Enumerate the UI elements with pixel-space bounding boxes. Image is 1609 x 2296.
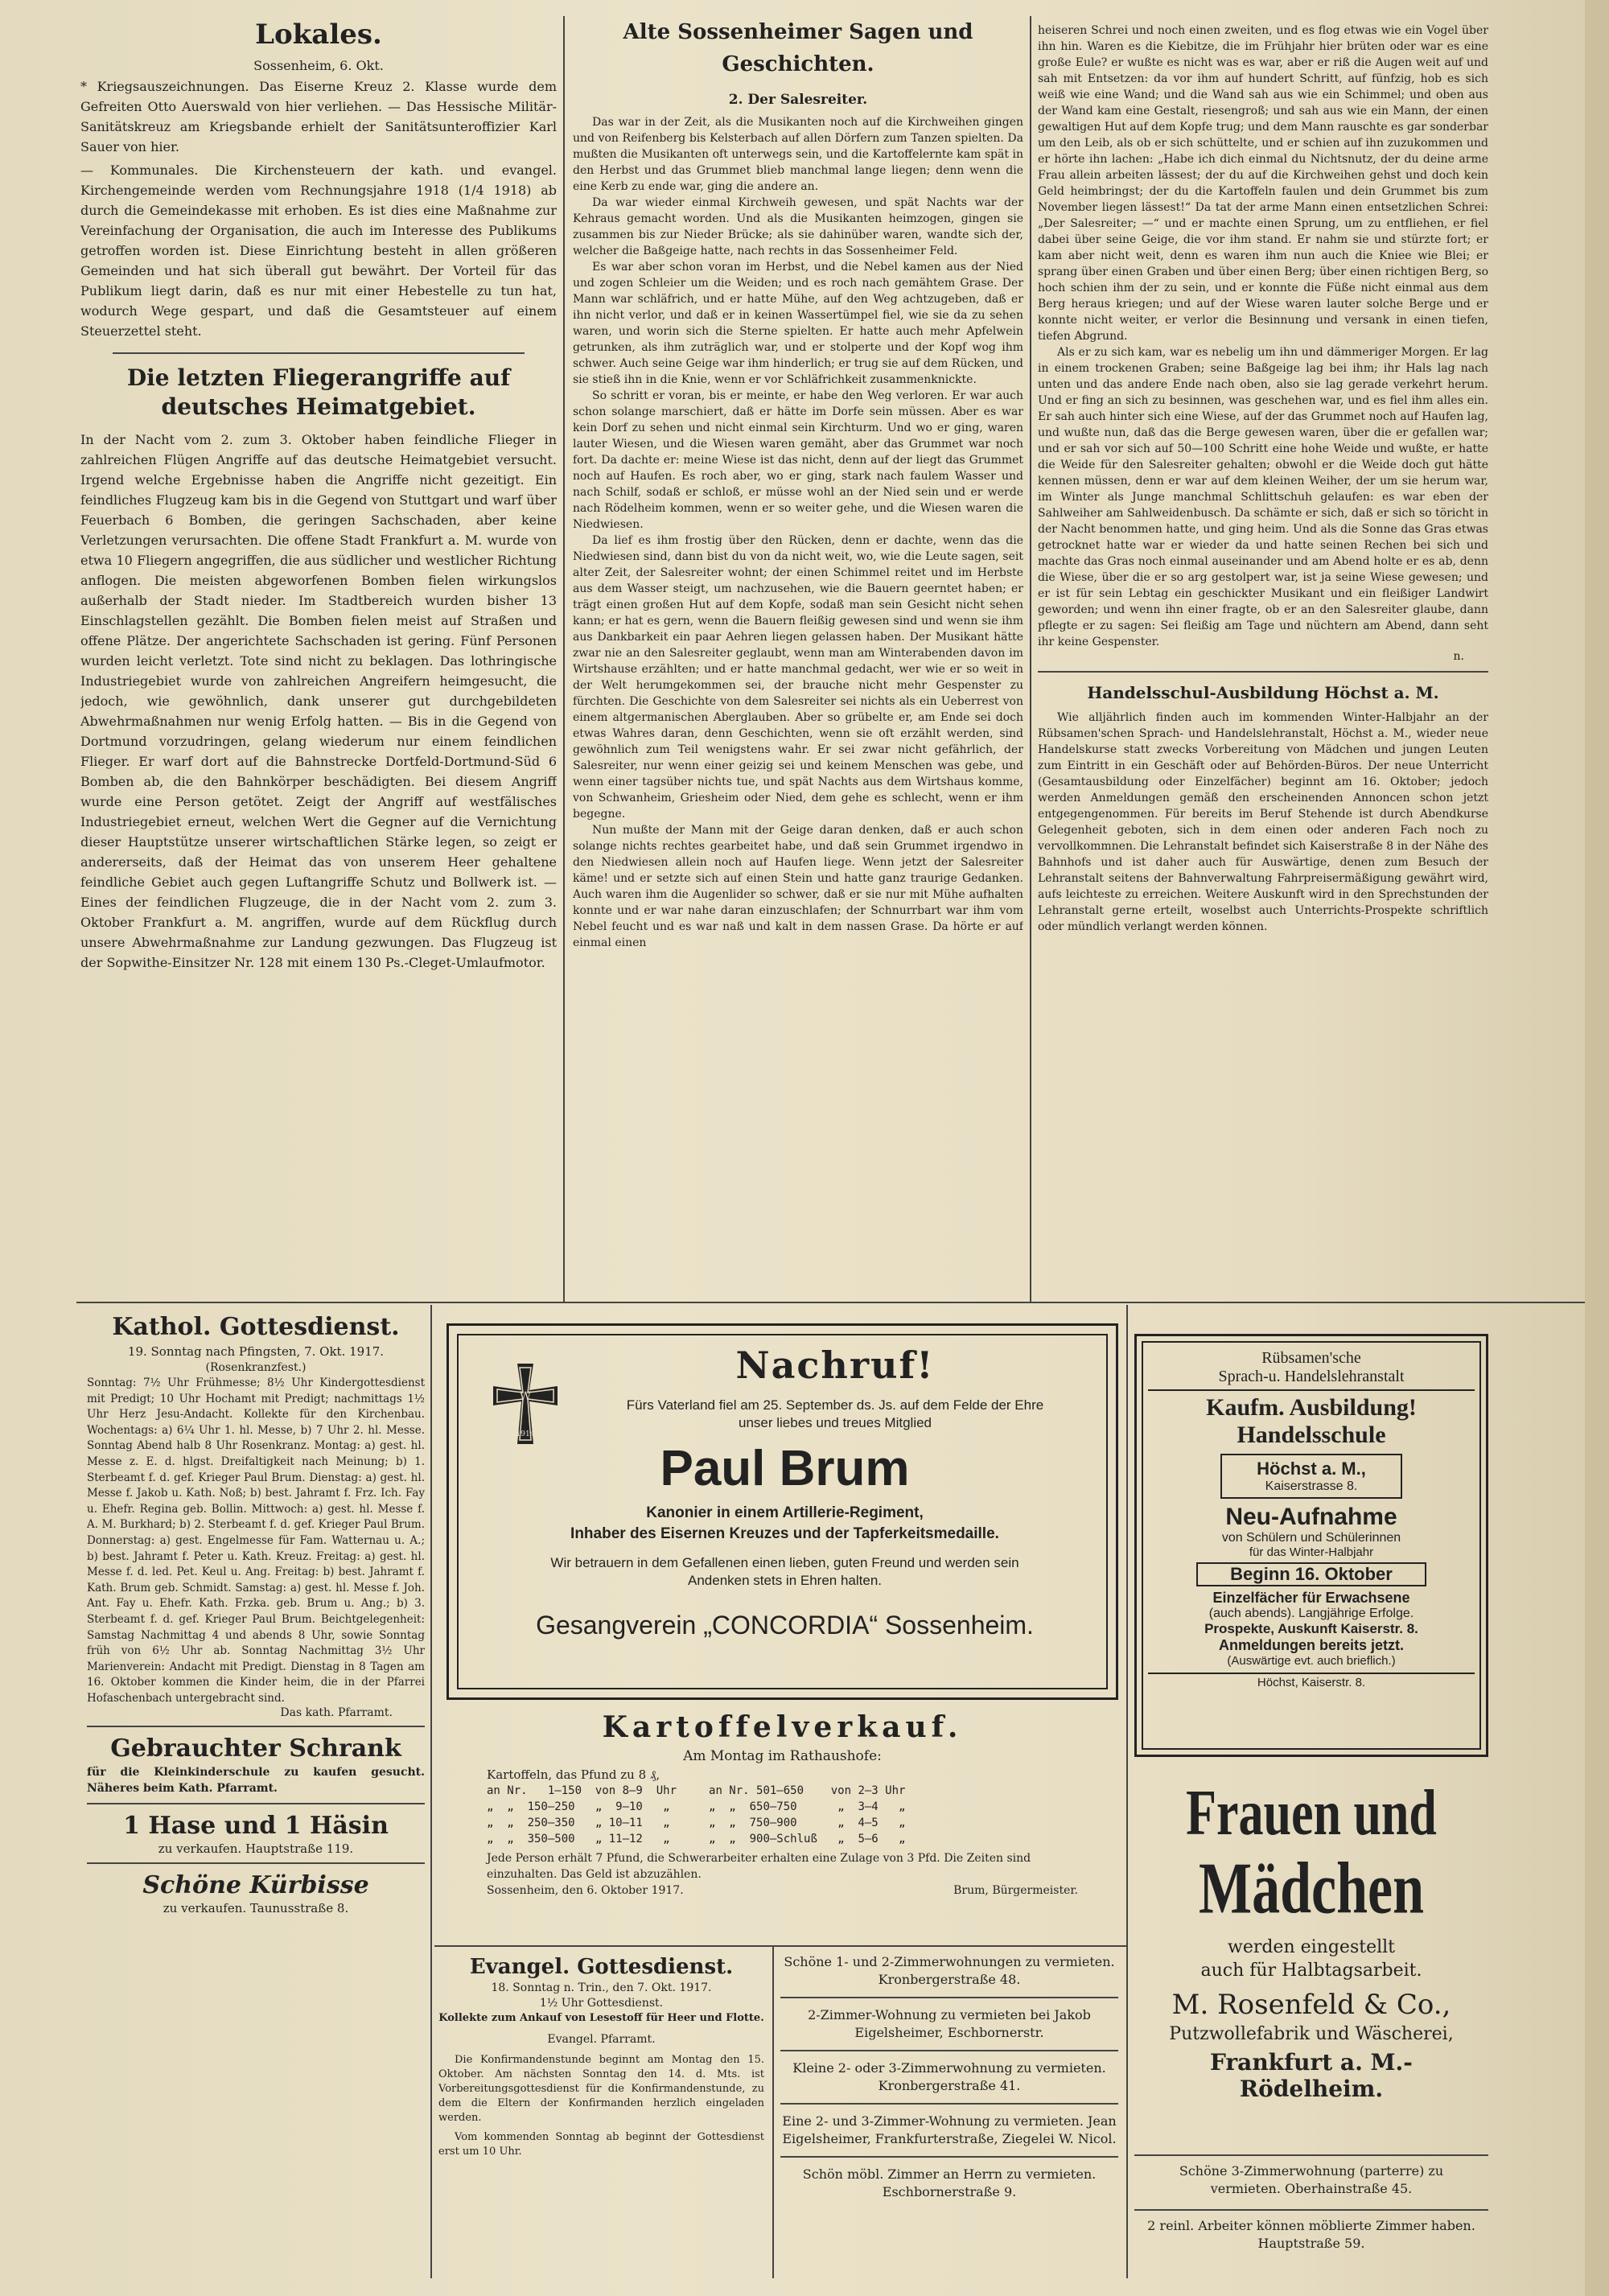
hase-title: 1 Hase und 1 Häsin <box>123 1812 389 1841</box>
nachruf-mourning: Wir betrauern in dem Gefallenen einen lieben, guten Freund und werden sein Andenken stets in Ehren halten. <box>550 1555 1019 1588</box>
cross-letter: W <box>519 1390 532 1403</box>
evangel-line: 1½ Uhr Gottesdienst. <box>539 1997 664 2010</box>
ruebsamen-l4: Handelsschule <box>1237 1422 1386 1448</box>
nachruf-footer: Gesangverein „CONCORDIA“ Sossenheim. <box>536 1611 1034 1640</box>
column-right <box>1038 23 1488 1297</box>
nachruf-title: Nachruf! <box>735 1343 935 1387</box>
divider <box>87 1862 425 1864</box>
wohnung-ad: Kleine 2- oder 3-Zimmerwohnung zu vermieten. Kronbergerstraße 41. <box>792 2060 1106 2093</box>
lokales-title: Lokales. <box>255 19 382 51</box>
wohnung-ad: Schöne 1- und 2-Zimmerwohnungen zu vermieten. Kronbergerstraße 48. <box>784 1954 1115 1987</box>
kuerbisse-title: Schöne Kürbisse <box>142 1871 369 1900</box>
kartoffel-row: „ „ 900—Schluß „ 5—6 „ <box>709 1833 906 1845</box>
wohnung-ad: Eine 2- und 3-Zimmer-Wohnung zu vermieten. Jean Eigelsheimer, Frankfurterstraße, Ziegelei W. Nicol. <box>782 2113 1117 2146</box>
section-rule <box>1134 2209 1488 2211</box>
ruebsamen-l14: Anmeldungen bereits jetzt. <box>1218 1637 1405 1653</box>
kartoffel-title: Kartoffelverkauf. <box>602 1710 963 1744</box>
sagen-paragraph: Es war aber schon voran im Herbst, und die Nebel kamen aus der Nied und zogen Schleier um die Weiden; und es roch nach gemähtem Grase. Der Mann war schläfrich, und er hatte Mühe, auf den Weg achtzugeben, daß er ihn nicht verlor, und daß er in keinen Wassertümpel fiel, wie sie da zu sehen waren, und worin sich die Sterne spielten. Er hatte auch mehr Apfelwein getrunken, als ihm zuträglich war, und er stolperte und der Kopf wog ihm schwer. Auch seine Geige war ihm hinderlich; er trug sie auf dem Rücken, und sie stieß ihn in die Knie, wenn er vor Schläfrichkeit zusammenknickte. <box>573 261 1023 386</box>
frauen-l3: werden eingestellt <box>1227 1937 1396 1957</box>
frauen-ad <box>1134 1770 1488 2148</box>
nachruf-box <box>446 1323 1118 1700</box>
ruebsamen-address-box <box>1220 1454 1402 1499</box>
kathol-text: Sonntag: 7½ Uhr Frühmesse; 8½ Uhr Kindergottesdienst mit Predigt; 10 Uhr Hochamt mit Predigt; nachmittags 1½ Uhr Herz Jesu-Andacht. Kollekte für den Kirchenbau. Wochentags: a) 6¼ Uhr 1. hl. Messe, b) 7 Uhr 2. hl. Messe. Sonntag Abend halb 8 Uhr Rosenkranz. Montag: a) gest. hl. Messe z. E. d. hlgst. Dreifaltigkeit nach Meinung; b) 1. Sterbeamt f. d. gef. Krieger Paul Brum. Dienstag: a) gest. hl. Messe f. Jakob u. Kath. Noß; b) best. Jahramt f. Frz. Ich. Fay u. Ehefr. Regina geb. Bollin. Mittwoch: a) gest. hl. Messe f. A. M. Burkhard; b) 2. Sterbeamt f. d. gef. Krieger Paul Brum. Donnerstag: a) gest. Engelmesse für Fam. Watternau u. A.; b) best. Jahramt f. Peter u. Kath. Kreuz. Freitag: a) gest. hl. Messe f. d. led. Pet. Keul u. Ang. Freitag: b) best. Jahramt f. Kath. Brum geb. Schmidt. Samstag: a) gest. hl. Messe f. Joh. Ant. Fay u. Ehefr. Kath. Frzka. geb. Brum u. Ang.; b) 3. Sterbeamt f. d. gef. Krieger Paul Brum. Beichtgelegenheit: Samstag Nachmittag 4 und abends 8 Uhr, sowie Sonntag früh von 6½ Uhr ab. Sonntag Nachmittag 3½ Uhr Marienverein: Andacht mit Predigt. Dienstag in 8 Tagen am 16. Oktober kommen die Kinder heim, die in der Pfarrei Hofaschenbach untergebracht sind. <box>87 1376 425 1705</box>
schrank-text: für die Kleinkinderschule zu kaufen gesucht. Näheres beim Kath. Pfarramt. <box>87 1766 425 1796</box>
divider <box>87 1803 425 1804</box>
kartoffel-row: an Nr. 501—650 von 2—3 Uhr <box>709 1784 906 1797</box>
section-rule <box>434 1945 1126 1947</box>
page-edge <box>1585 0 1609 2296</box>
frauen-l4: auch für Halbtagsarbeit. <box>1200 1961 1422 1981</box>
flieger-title: Die letzten Fliegerangriffe auf deutsches Heimatgebiet. <box>126 364 511 420</box>
evangel-section <box>438 1953 764 2278</box>
nachruf-rank: Kanonier in einem Artillerie-Regiment, <box>646 1504 924 1521</box>
ruebsamen-l7: Neu-Aufnahme <box>1225 1504 1397 1530</box>
kartoffel-row: „ „ 350—500 „ 11—12 „ <box>487 1833 670 1845</box>
lokales-paragraph: * Kriegsauszeichnungen. Das Eiserne Kreuz 2. Klasse wurde dem Gefreiten Otto Auerswald von hier verliehen. — Das Hessische Militär-Sanitätskreuz am Kriegsbande erhielt der Sanitätsunteroffizier Karl Sauer von hier. <box>80 79 557 154</box>
cross-year: 1914 <box>516 1430 535 1438</box>
lokales-dateline: Sossenheim, 6. Okt. <box>253 58 384 73</box>
sagen-paragraph: heiseren Schrei und noch einen zweiten, und es flog etwas wie ein Vogel über ihn hin. Waren es die Kiebitze, die im Frühjahr hier brüten oder war es eine große Eule? er wußte es nicht was es war, aber er riß die Augen weit auf und sah mit Entsetzen: da vor ihm auf hundert Schritt, auf fünfzig, hob es sich weiß wie eine Wand; und die Wand sah aus wie ein Schimmel; und oben aus der Wand kam eine Gestalt, riesengroß; und sah aus wie ein Mann, der einen gewaltigen Hut auf dem Kopfe trug; und dem Mann rauschte es gar sonderbar um den Leib, als ob er sich schüttelte, und er schien auf ihn zuzukommen und er hörte ihn lachen: „Habe ich dich einmal du Nichtsnutz, der du deine arme Frau allein arbeiten lässest; der du auf die Kirchweihen gehst und doch kein Geld heimbringst; der du die Kartoffeln faulen und dein Grummet bis zum November liegen lässest!“ Da tat der arme Mann einen entsetzlichen Schrei: „Der Salesreiter; —“ und er machte einen Sprung, um zu entfliehen, er fiel dabei über seine Geige, die vor ihm stand. Er nahm sie und stürzte fort; er kam aber nicht weit, denn es waren ihm nun auch die Kniee wie Blei; er sprang über einen Graben und über einen Berg; über einen richtigen Berg, so hoch schien ihm der zu sein, und er konnte die Füße nicht einmal aus dem Berg heraus kriegen; und auf der Wiese waren lauter solche Berge und er konnte nicht weiter, er verlor die Besinnung und versank in einen tiefen, tiefen Abgrund. <box>1038 24 1488 343</box>
evangel-line: Evangel. Pfarramt. <box>547 2033 656 2046</box>
evangel-title: Evangel. Gottesdienst. <box>469 1955 734 1979</box>
column-rule <box>430 1305 432 2278</box>
ruebsamen-l8: von Schülern und Schülerinnen <box>1221 1531 1401 1545</box>
kartoffel-left-list <box>487 1783 677 1847</box>
evangel-line: Die Konfirmandenstunde beginnt am Montag den 15. Oktober. Am nächsten Sonntag den 14. d. Mts. ist Vorbereitungsgottesdienst für die Konfirmandenstunde, zu dem die Eltern der Konfirmanden herzlich eingeladen werden. <box>438 2054 764 2124</box>
kartoffel-row: „ „ 250—350 „ 10—11 „ <box>487 1817 670 1829</box>
schrank-title: Gebrauchter Schrank <box>110 1734 401 1763</box>
divider <box>87 1726 425 1727</box>
ruebsamen-l1: Rübsamen'sche <box>1261 1349 1361 1367</box>
kartoffel-intro: Kartoffeln, das Pfund zu 8 ₰, <box>487 1767 660 1782</box>
wohnungen-section <box>780 1953 1118 2278</box>
sagen-paragraph: Nun mußte der Mann mit der Geige daran denken, daß er auch schon solange nichts rechtes gearbeitet habe, und daß sein Grummet irgendwo in den Niedwiesen allein noch auf Haufen liege. Wenn jetzt der Salesreiter käme! und er setzte sich auf einen Stein und hatte ganz traurige Gedanken. Auch waren ihm die Augenlider so schwer, daß er sie nur mit Mühe aufhalten konnte und er war nahe daran einzuschlafen; der Schnurrbart war ihm vom Nebel feucht und es war naß und kalt in dem nassen Grase. Da hörte er auf einmal einen <box>573 824 1023 949</box>
column-left <box>80 16 557 1297</box>
divider <box>1038 671 1488 673</box>
frauen-l5: M. Rosenfeld & Co., <box>1171 1989 1451 2021</box>
sagen-paragraph: Als er zu sich kam, war es nebelig um ihn und dämmeriger Morgen. Er lag in einem trockenen Graben; seine Baßgeige lag bei ihm; ihr Hals lag nach unten und das andere Ende nach oben, also sie lag gerade verkehrt herum. Und er fing an sich zu besinnen, was geschehen war, und es fiel ihm alles ein. Er sah auch hinter sich eine Wiese, auf der das Grummet noch auf Haufen lag, und wußte nun, daß das die Berge gewesen waren, über die er gefallen war; und er sah vor sich auf 50—100 Schritt eine hohe Weide und wußte, er hatte die Weide für den Salesreiter gehalten; obwohl er die Weide doch gut hätte kennen müssen, denn er war auf dem kleinen Weiher, der um sie herum war, im Winter als Junge manchmal Schlittschuh gelaufen: es war eben der Sahlweiher am Sahlweidenbusch. Da schämte er sich, daß er sich so töricht in der Nacht benommen hatte, und ging heim. Und als die Sonne das Gras etwas getrocknet hatte war er wieder da und hatte seinen Rechen bei sich und machte das Gras noch einmal auseinander und am Abend holte er es ab, denn die Wiese, über die er so arg gestolpert war, ist ja seine Wiese gewesen; und er ist für sein Lebtag ein geschickter Musikant und ein fleißiger Landwirt geworden; und wenn ihn einer fragte, ob er an den Salesreiter glaube, dann pflegte er zu sagen: Sei fleißig am Tage und nüchtern am Abend, dann seht ihr keine Gespenster. <box>1038 346 1488 648</box>
divider <box>113 352 525 354</box>
ruebsamen-l9: für das Winter-Halbjahr <box>1249 1545 1374 1559</box>
kartoffel-row: „ „ 150—250 „ 9—10 „ <box>487 1800 670 1813</box>
ruebsamen-l12: (auch abends). Langjährige Erfolge. <box>1208 1607 1414 1620</box>
evangel-line: Vom kommenden Sonntag ab beginnt der Gottesdienst erst um 10 Uhr. <box>438 2131 764 2158</box>
ruebsamen-ad <box>1134 1334 1488 1757</box>
kartoffel-date: Sossenheim, den 6. Oktober 1917. <box>487 1884 684 1897</box>
iron-cross-icon <box>489 1360 562 1448</box>
nachruf-intro: Fürs Vaterland fiel am 25. September ds. Js. auf dem Felde der Ehre unser liebes und treues Mitglied <box>626 1397 1044 1430</box>
nachruf-honors: Inhaber des Eisernen Kreuzes und der Tapferkeitsmedaille. <box>570 1525 999 1542</box>
kathol-signature: Das kath. Pfarramt. <box>280 1706 393 1720</box>
kartoffel-section <box>446 1710 1118 1943</box>
kathol-line: (Rosenkranzfest.) <box>205 1361 307 1374</box>
column-rule <box>563 16 565 1303</box>
ruebsamen-l15: (Auswärtige evt. auch brieflich.) <box>1227 1654 1396 1668</box>
lokales-paragraph: — Kommunales. Die Kirchensteuern der kath. und evangel. Kirchengemeinde werden vom Rechnungsjahre 1918 (1/4 1918) ab durch die Gemeindekasse mit erhoben. Es ist dies eine Maßnahme zur Vereinfachung der Organisation, die auch im Interesse des Publikums getroffen worden ist. Diese Einrichtung besteht in allen größeren Gemeinden und hat sich überall gut bewährt. Der Vorteil für das Publikum liegt darin, daß es nur mit einer Hebestelle zu tun hat, wodurch Wege gespart, und daß die Gesamtsteuer auf einem Steuerzettel steht. <box>80 163 557 339</box>
section-rule <box>76 1302 1585 1303</box>
evangel-line: 18. Sonntag n. Trin., den 7. Okt. 1917. <box>491 1981 712 1994</box>
sagen-subtitle: 2. Der Salesreiter. <box>728 92 868 108</box>
column-rule <box>772 1947 774 2278</box>
frauen-l1: Frauen und <box>1186 1777 1437 1850</box>
ruebsamen-l11: Einzelfächer für Erwachsene <box>1212 1590 1410 1606</box>
kuerbisse-text: zu verkaufen. Taunusstraße 8. <box>163 1901 349 1916</box>
frauen-l8: Rödelheim. <box>1239 2076 1384 2102</box>
wohnung-ad: Schön möbl. Zimmer an Herrn zu vermieten. Eschbornerstraße 9. <box>802 2166 1097 2199</box>
flieger-text: In der Nacht vom 2. zum 3. Oktober haben feindliche Flieger in zahlreichen Flügen Angriffe auf das deutsche Heimatgebiet versucht. Irgend welche Ergebnisse haben die Angriffe nicht gezeitigt. Ein feindliches Flugzeug kam bis in die Gegend von Stuttgart und warf über Feuerbach 6 Bomben, die geringen Sachschaden, aber keine Verletzungen verursachten. Die offene Stadt Frankfurt a. M. wurde von etwa 10 Fliegern angegriffen, die aus südlicher und westlicher Richtung anflogen. Die meisten abgeworfenen Bomben fielen wirkungslos außerhalb der Stadt nieder. Im Stadtbereich wurden bisher 13 Einschlagstellen gezählt. Die Bomben fielen meist auf Straßen und offene Plätze. Der angerichtete Sachschaden ist gering. Fünf Personen wurden leicht verletzt. Tote sind nicht zu beklagen. Das lothringische Industriegebiet wurde von zahlreichen Angreifern heimgesucht, die jedoch, wie gewöhnlich, dank unserer gut durchgebildeten Abwehrmaßnahmen nur wenig Erfolg hatten. — Bis in die Gegend von Dortmund vorzudringen, gelang wiederum nur einem feindlichen Flieger. Er warf dort auf die Bahnstrecke Dortfeld-Dortmund-Süd 6 Bomben ab, die den Bahnkörper beschädigten. Bei diesem Angriff wurde eine Person getötet. Zeigt der Angriff auf westfälisches Industriegebiet erneut, welchen Wert die Gegner auf die Vernichtung dieser Hauptstütze unserer wirtschaftlichen Stärke legen, so zeigt er andererseits, daß der Heimat das von unserem Heer gehaltene feindliche Gebiet auch gegen Luftangriffe Schutz und Bollwerk ist. — Eines der feindlichen Flugzeuge, die in der Nacht vom 2. zum 3. Oktober Frankfurt a. M. angriffen, wurde auf dem Rückflug durch unsere Abwehrmaßnahme zur Landung gezwungen. Das Flugzeug ist der Sopwithe-Einsitzer Nr. 128 mit einem 130 Ps.-Cleget-Umlaufmotor. <box>80 432 557 970</box>
kartoffel-row: „ „ 650—750 „ 3—4 „ <box>709 1800 906 1813</box>
evangel-line: Kollekte zum Ankauf von Lesestoff für Heer und Flotte. <box>438 2012 764 2024</box>
kartoffel-sub: Am Montag im Rathaushofe: <box>683 1748 882 1764</box>
handelsschul-text: Wie alljährlich finden auch im kommenden Winter-Halbjahr an der Rübsamen'schen Sprach- und Handelslehranstalt, Höchst a. M., wieder neue Handelskurse statt zwecks Vorbereitung von Mädchen und jungen Leuten zum Eintritt in ein Geschäft oder auf Behörden-Büros. Der neue Unterricht (Gesamtausbildung oder Einzelfächer) beginnt am 16. Oktober; jedoch werden Anmeldungen gemäß den erscheinenden Annoncen schon jetzt entgegengenommen. Für bereits im Beruf Stehende ist durch Abendkurse Gelegenheit geboten, sich in dem einen oder anderen Fach noch zu vervollkommnen. Die Lehranstalt befindet sich Kaiserstraße 8 in der Nähe des Bahnhofs und ist daher auch für Auswärtige, denen zum Besuch der Lehranstalt seitens der Bahnverwaltung Fahrpreisermäßigung gewährt wird, aufs leichteste zu erreichen. Weitere Auskunft wird in den Sprechstunden der Lehranstalt gerne erteilt, woselbst auch Unterrichts-Prospekte schriftlich oder mündlich verlangt werden können. <box>1038 711 1488 933</box>
kartoffel-row: an Nr. 1—150 von 8—9 Uhr <box>487 1784 677 1797</box>
sagen-paragraph: So schritt er voran, bis er meinte, er habe den Weg verloren. Er war auch schon solange marschiert, daß er hätte im Dorfe sein müssen. Aber es war kein Dorf zu sehen und nicht einmal sein Kirchturm. Und wo er ging, waren lauter Wiesen, und die Wiesen waren gemäht, aber das Grummet war noch fort. Da dachte er: meine Wiese ist das nicht, denn auf der liegt das Grummet noch auf Haufen. Es roch aber, wo er ging, stark nach faulem Wasser und nach Schilf, sodaß er schloß, er müsse wohl an der Nied sein und er werde nach Rödelheim kommen, wenn er so weiter gehe, und die Wiesen waren die Niedwiesen. <box>573 389 1023 531</box>
ad-right-2: 2 reinl. Arbeiter können möblierte Zimmer haben. Hauptstraße 59. <box>1147 2218 1475 2251</box>
column-rule <box>1030 16 1031 1303</box>
kartoffel-sign: Brum, Bürgermeister. <box>953 1884 1078 1897</box>
column-middle <box>573 16 1023 1297</box>
section-rule <box>1134 2154 1488 2156</box>
ruebsamen-l6: Kaiserstrasse 8. <box>1265 1479 1358 1493</box>
ruebsamen-l10: Beginn 16. Oktober <box>1196 1562 1426 1586</box>
nachruf-name: Paul Brum <box>660 1441 910 1496</box>
frauen-l7: Frankfurt a. M.- <box>1210 2049 1413 2076</box>
kartoffel-right-list <box>709 1783 905 1847</box>
ruebsamen-l3: Kaufm. Ausbildung! <box>1206 1394 1417 1421</box>
ruebsamen-l5: Höchst a. M., <box>1257 1459 1366 1479</box>
ad-right-1: Schöne 3-Zimmerwohnung (parterre) zu vermieten. Oberhainstraße 45. <box>1179 2163 1444 2196</box>
frauen-l2: Mädchen <box>1199 1849 1424 1930</box>
sagen-paragraph: Da lief es ihm frostig über den Rücken, denn er dachte, wenn das die Niedwiesen sind, dann bist du von da nicht weit, wo, wie die Leute sagen, seit alter Zeit, der Salesreiter wohnt; der einen Schimmel reitet und im Herbste aus dem Wasser steigt, um nachzusehen, wie die Bauern geerntet haben; er trägt einen großen Hut auf dem Kopfe, sodaß man sein Gesicht nicht sehen kann; er hat es gern, wenn die Bauern fleißig gewesen sind und wenn sie ihm aus Dankbarkeit ein paar Aehren liegen gelassen haben. Der Musikant hätte zwar nie an den Salesreiter geglaubt, wenn man am Winterabenden davon im Wirtshause erzählten; und er hatte manchmal gedacht, wer wie er so weit in der Welt herumgekommen sei, der brauche nicht mehr Gespenster zu fürchten. Die Geschichte von dem Salesreiter sei nichts als ein Ueberrest von einem altgermanischen Aberglauben. Aber so grübelte er, am Ende sei doch etwas Wahres daran, denn Geschichten, wenn sie oft erzählt werden, sind gewöhnlich zum Teil wenigstens wahr. Er sei zwar nicht gefährlich, der Salesreiter, nur wenn einer geizig sei und keinem Menschen was gebe, und wenn einer tagsüber nichts tue, und spät Nachts aus dem Wirtshaus komme, von Schwanheim, Griesheim oder Nied, dem gehe es schlecht, wenn er ihm begegne. <box>573 534 1023 821</box>
kathol-line: 19. Sonntag nach Pfingsten, 7. Okt. 1917. <box>127 1344 385 1359</box>
hase-text: zu verkaufen. Hauptstraße 119. <box>158 1841 354 1857</box>
ruebsamen-l16: Höchst, Kaiserstr. 8. <box>1148 1673 1475 1689</box>
kartoffel-row: „ „ 750—900 „ 4—5 „ <box>709 1817 906 1829</box>
kathol-title: Kathol. Gottesdienst. <box>112 1313 400 1341</box>
sagen-title: Alte Sossenheimer Sagen und Geschichten. <box>623 20 973 76</box>
sagen-paragraph: Das war in der Zeit, als die Musikanten noch auf die Kirchweihen gingen und von Reifenberg bis Kelsterbach auf allen Dörfern zum Tanzen spielten. Da mußten die Musikanten oft unterwegs sein, und die Kartoffelernte kam spät in den Herbst und das Grummet blieb manchmal lange liegen; denn wenn die eine Kerb zu ende war, ging die andere an. <box>573 116 1023 193</box>
kartoffel-note: Jede Person erhält 7 Pfund, die Schwerarbeiter erhalten eine Zulage von 3 Pfd. Die Zeiten sind einzuhalten. Das Geld ist abzuzählen. <box>487 1852 1031 1881</box>
ruebsamen-l2: Sprach-u. Handelslehranstalt <box>1148 1368 1475 1391</box>
sagen-paragraph: Da war wieder einmal Kirchweih gewesen, und spät Nachts war der Kehraus gemacht worden. Und als die Musikanten heimzogen, gingen sie zusammen bis zur Nieder Brücke; als sie dahinüber waren, wandte sich der, welcher die Baßgeige hatte, nach rechts in das Sossenheimer Feld. <box>573 196 1023 257</box>
sagen-signature: n. <box>1453 650 1464 663</box>
column-rule <box>1126 1305 1128 2278</box>
ruebsamen-l13: Prospekte, Auskunft Kaiserstr. 8. <box>1204 1621 1418 1636</box>
lower-left <box>87 1311 425 2277</box>
frauen-l6: Putzwollefabrik und Wäscherei, <box>1169 2024 1454 2044</box>
handelsschul-title: Handelsschul-Ausbildung Höchst a. M. <box>1087 683 1439 702</box>
wohnung-ad: 2-Zimmer-Wohnung zu vermieten bei Jakob Eigelsheimer, Eschbornerstr. <box>808 2007 1091 2040</box>
